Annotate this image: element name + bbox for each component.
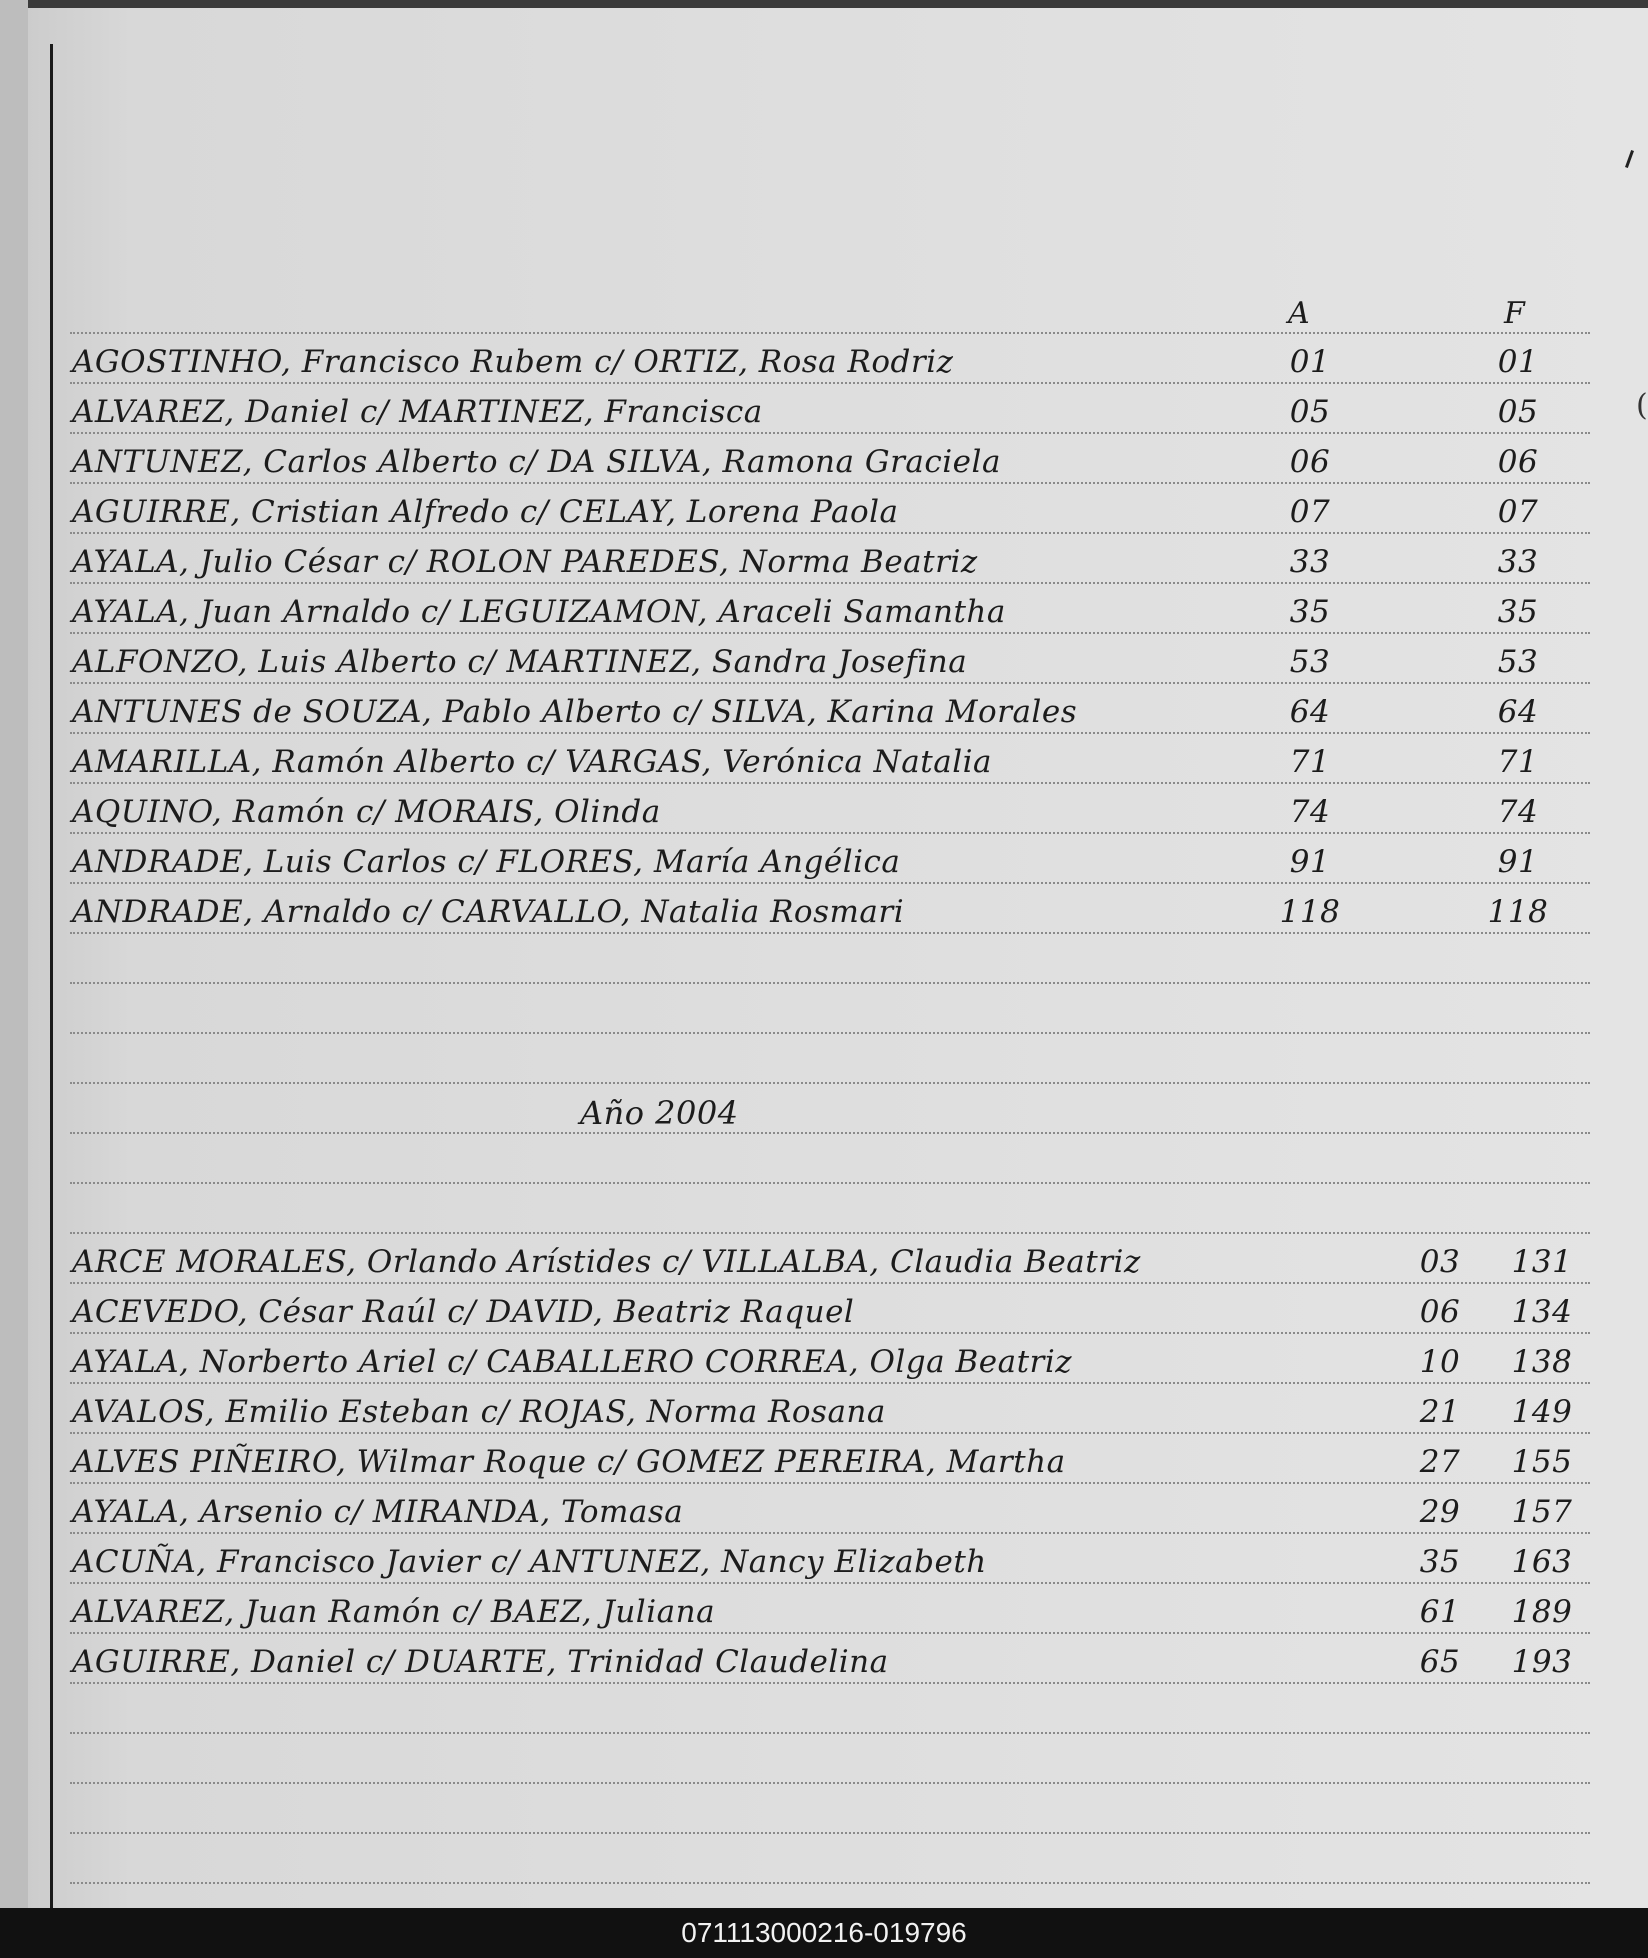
entry-a: 65 <box>1419 1644 1461 1680</box>
entry-f: 01 <box>1497 344 1539 380</box>
entry-name: AYALA, Arsenio c/ MIRANDA, Tomasa <box>72 1494 684 1530</box>
ruled-line <box>70 382 1590 384</box>
ruled-line <box>70 1082 1590 1084</box>
column-header-a: A <box>1288 296 1311 331</box>
entry-f: 149 <box>1511 1394 1573 1430</box>
entry-f: 163 <box>1511 1544 1573 1580</box>
entry-a: 35 <box>1419 1544 1461 1580</box>
entry-f: 07 <box>1497 494 1539 530</box>
ruled-line <box>70 582 1590 584</box>
entry-name: AQUINO, Ramón c/ MORAIS, Olinda <box>72 794 661 830</box>
ruled-line <box>70 1432 1590 1434</box>
ruled-line <box>70 782 1590 784</box>
entry-a: 71 <box>1289 744 1331 780</box>
entry-a: 91 <box>1289 844 1331 880</box>
page-top-edge <box>0 0 1648 8</box>
entry-name: ANTUNES de SOUZA, Pablo Alberto c/ SILVA, Karina Morales <box>72 694 1078 730</box>
entry-name: AYALA, Julio César c/ ROLON PAREDES, Norma Beatriz <box>72 544 978 580</box>
ruled-line <box>70 1782 1590 1784</box>
ruled-line <box>70 1132 1590 1134</box>
entry-a: 74 <box>1289 794 1331 830</box>
entry-f: 155 <box>1511 1444 1573 1480</box>
entry-name: ACUÑA, Francisco Javier c/ ANTUNEZ, Nancy Elizabeth <box>72 1544 987 1580</box>
ruled-line <box>70 882 1590 884</box>
entry-a: 10 <box>1419 1344 1461 1380</box>
page-left-edge <box>0 0 28 1908</box>
column-header-f: F <box>1504 296 1526 331</box>
entry-name: ACEVEDO, César Raúl c/ DAVID, Beatriz Raquel <box>72 1294 855 1330</box>
entry-a: 01 <box>1289 344 1331 380</box>
year-heading: Año 2004 <box>580 1094 739 1132</box>
ruled-line <box>70 1382 1590 1384</box>
ruled-line <box>70 832 1590 834</box>
ruled-line <box>70 1182 1590 1184</box>
entry-name: ARCE MORALES, Orlando Arístides c/ VILLALBA, Claudia Beatriz <box>72 1244 1141 1280</box>
entry-name: AMARILLA, Ramón Alberto c/ VARGAS, Verónica Natalia <box>72 744 993 780</box>
ruled-line <box>70 1332 1590 1334</box>
entry-a: 06 <box>1289 444 1331 480</box>
entry-a: 118 <box>1279 894 1341 930</box>
ruled-line <box>70 1632 1590 1634</box>
entry-f: 131 <box>1511 1244 1573 1280</box>
ruled-line <box>70 332 1590 334</box>
entry-name: AVALOS, Emilio Esteban c/ ROJAS, Norma Rosana <box>72 1394 886 1430</box>
entry-name: AGOSTINHO, Francisco Rubem c/ ORTIZ, Rosa Rodriz <box>72 344 954 380</box>
ruled-line <box>70 982 1590 984</box>
entry-f: 35 <box>1497 594 1539 630</box>
entry-a: 29 <box>1419 1494 1461 1530</box>
entry-f: 193 <box>1511 1644 1573 1680</box>
margin-line <box>50 44 53 1908</box>
entry-name: ANDRADE, Arnaldo c/ CARVALLO, Natalia Rosmari <box>72 894 905 930</box>
ruled-line <box>70 682 1590 684</box>
ruled-line <box>70 632 1590 634</box>
entry-f: 05 <box>1497 394 1539 430</box>
ruled-line <box>70 1882 1590 1884</box>
ruled-line <box>70 1032 1590 1034</box>
entry-f: 157 <box>1511 1494 1573 1530</box>
entry-a: 03 <box>1419 1244 1461 1280</box>
entry-name: ALVES PIÑEIRO, Wilmar Roque c/ GOMEZ PEREIRA, Martha <box>72 1444 1066 1480</box>
entry-name: AGUIRRE, Daniel c/ DUARTE, Trinidad Claudelina <box>72 1644 889 1680</box>
entry-name: ANDRADE, Luis Carlos c/ FLORES, María Angélica <box>72 844 901 880</box>
ruled-line <box>70 532 1590 534</box>
entry-a: 05 <box>1289 394 1331 430</box>
entry-a: 35 <box>1289 594 1331 630</box>
entry-f: 138 <box>1511 1344 1573 1380</box>
entry-name: AGUIRRE, Cristian Alfredo c/ CELAY, Lorena Paola <box>72 494 899 530</box>
entry-name: ANTUNEZ, Carlos Alberto c/ DA SILVA, Ramona Graciela <box>72 444 1001 480</box>
entry-f: 134 <box>1511 1294 1573 1330</box>
entry-name: AYALA, Norberto Ariel c/ CABALLERO CORREA, Olga Beatriz <box>72 1344 1073 1380</box>
ruled-line <box>70 1732 1590 1734</box>
ruled-line <box>70 1532 1590 1534</box>
entry-f: 64 <box>1497 694 1539 730</box>
scan-id-footer: 071113000216-019796 <box>0 1908 1648 1958</box>
entry-name: ALVAREZ, Daniel c/ MARTINEZ, Francisca <box>72 394 763 430</box>
entry-a: 33 <box>1289 544 1331 580</box>
ruled-line <box>70 1482 1590 1484</box>
edge-paren-mark: ( <box>1636 388 1648 423</box>
entry-f: 71 <box>1497 744 1539 780</box>
ruled-line <box>70 1682 1590 1684</box>
edge-mark <box>1625 150 1634 168</box>
ruled-line <box>70 482 1590 484</box>
entry-a: 21 <box>1419 1394 1461 1430</box>
ruled-line <box>70 1832 1590 1834</box>
entry-f: 118 <box>1487 894 1549 930</box>
ruled-line <box>70 732 1590 734</box>
ruled-line <box>70 932 1590 934</box>
ruled-line <box>70 1582 1590 1584</box>
entry-a: 27 <box>1419 1444 1461 1480</box>
entry-f: 189 <box>1511 1594 1573 1630</box>
ruled-line <box>70 1282 1590 1284</box>
entry-name: ALVAREZ, Juan Ramón c/ BAEZ, Juliana <box>72 1594 716 1630</box>
entry-a: 64 <box>1289 694 1331 730</box>
ruled-line <box>70 1232 1590 1234</box>
entry-a: 06 <box>1419 1294 1461 1330</box>
entry-a: 07 <box>1289 494 1331 530</box>
entry-f: 53 <box>1497 644 1539 680</box>
entry-f: 91 <box>1497 844 1539 880</box>
entry-f: 33 <box>1497 544 1539 580</box>
entry-f: 06 <box>1497 444 1539 480</box>
entry-f: 74 <box>1497 794 1539 830</box>
entry-a: 61 <box>1419 1594 1461 1630</box>
entry-a: 53 <box>1289 644 1331 680</box>
ruled-line <box>70 432 1590 434</box>
entry-name: ALFONZO, Luis Alberto c/ MARTINEZ, Sandra Josefina <box>72 644 968 680</box>
entry-name: AYALA, Juan Arnaldo c/ LEGUIZAMON, Araceli Samantha <box>72 594 1006 630</box>
